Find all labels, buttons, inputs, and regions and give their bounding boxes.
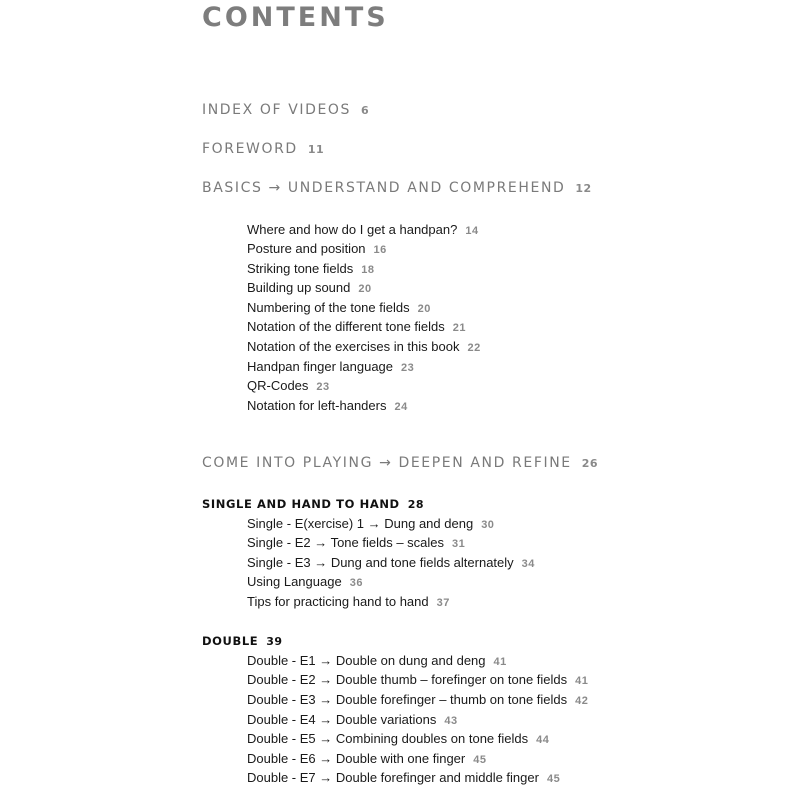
page-number: 39 bbox=[266, 635, 283, 648]
page-number: 6 bbox=[361, 104, 370, 117]
page-number: 37 bbox=[436, 597, 450, 609]
item-label: Double - E7 → Double forefinger and middle finger bbox=[247, 770, 539, 785]
toc-item[interactable] bbox=[247, 222, 479, 237]
item-label: Tips for practicing hand to hand bbox=[247, 594, 429, 609]
page-number: 14 bbox=[465, 225, 479, 237]
item-label: Notation of the exercises in this book bbox=[247, 339, 460, 354]
item-label: Posture and position bbox=[247, 241, 366, 256]
entry-label: INDEX OF VIDEOS bbox=[202, 102, 352, 118]
toc-entry-basics[interactable] bbox=[202, 180, 592, 196]
toc-item[interactable] bbox=[247, 300, 431, 315]
toc-entry-index-of-videos[interactable] bbox=[202, 102, 369, 118]
page-number: 43 bbox=[444, 715, 458, 727]
item-label: Single - E3 → Dung and tone fields alternately bbox=[247, 555, 514, 570]
page-number: 41 bbox=[575, 675, 589, 687]
toc-item[interactable] bbox=[247, 535, 465, 550]
toc-item[interactable] bbox=[247, 770, 560, 785]
toc-item[interactable] bbox=[247, 359, 414, 374]
item-label: Notation for left-handers bbox=[247, 398, 387, 413]
toc-item[interactable] bbox=[247, 555, 535, 570]
toc-entry-foreword[interactable] bbox=[202, 141, 324, 157]
contents-title: CONTENTS bbox=[202, 2, 389, 33]
toc-item[interactable] bbox=[247, 378, 330, 393]
page-number: 41 bbox=[493, 656, 507, 668]
toc-subheading-double[interactable] bbox=[202, 634, 283, 648]
item-label: Handpan finger language bbox=[247, 359, 394, 374]
page-number: 31 bbox=[452, 538, 466, 550]
toc-item[interactable] bbox=[247, 672, 588, 687]
item-label: Double - E4 → Double variations bbox=[247, 712, 437, 727]
item-label: Notation of the different tone fields bbox=[247, 319, 445, 334]
item-label: Building up sound bbox=[247, 280, 351, 295]
item-label: Using Language bbox=[247, 574, 342, 589]
page-number: 26 bbox=[581, 457, 599, 470]
toc-item[interactable] bbox=[247, 731, 549, 746]
item-label: Where and how do I get a handpan? bbox=[247, 222, 458, 237]
page-number: 28 bbox=[407, 498, 425, 511]
page-number: 18 bbox=[361, 264, 375, 276]
toc-subheading-single[interactable] bbox=[202, 497, 424, 511]
page-number: 30 bbox=[481, 519, 495, 531]
toc-item[interactable] bbox=[247, 280, 372, 295]
toc-item[interactable] bbox=[247, 319, 466, 334]
page-number: 21 bbox=[452, 322, 467, 334]
page-number: 16 bbox=[373, 244, 387, 256]
toc-item[interactable] bbox=[247, 398, 408, 413]
toc-entry-come-into-playing[interactable] bbox=[202, 455, 598, 471]
item-label: Double - E1 → Double on dung and deng bbox=[247, 653, 486, 668]
page-number: 11 bbox=[307, 143, 325, 156]
item-label: Single - E2 → Tone fields – scales bbox=[247, 535, 445, 550]
page-number: 22 bbox=[467, 342, 481, 354]
subheading-label: DOUBLE bbox=[202, 634, 259, 648]
page-number: 20 bbox=[417, 303, 431, 315]
toc-item[interactable] bbox=[247, 692, 588, 707]
toc-item[interactable] bbox=[247, 594, 450, 609]
page-number: 45 bbox=[546, 773, 561, 785]
page-number: 34 bbox=[521, 558, 535, 570]
toc-item[interactable] bbox=[247, 241, 387, 256]
page-number: 42 bbox=[575, 695, 589, 707]
entry-label: COME INTO PLAYING → DEEPEN AND REFINE bbox=[202, 455, 572, 471]
item-label: Striking tone fields bbox=[247, 261, 354, 276]
page-number: 23 bbox=[316, 381, 330, 393]
item-label: Double - E3 → Double forefinger – thumb on tone fields bbox=[247, 692, 568, 707]
toc-item[interactable] bbox=[247, 516, 494, 531]
toc-item[interactable] bbox=[247, 261, 374, 276]
page-number: 45 bbox=[473, 754, 487, 766]
toc-item[interactable] bbox=[247, 751, 486, 766]
item-label: Double - E2 → Double thumb – forefinger on tone fields bbox=[247, 672, 568, 687]
item-label: Numbering of the tone fields bbox=[247, 300, 410, 315]
item-label: Double - E5 → Combining doubles on tone fields bbox=[247, 731, 529, 746]
page-number: 23 bbox=[401, 362, 415, 374]
page-number: 44 bbox=[536, 734, 550, 746]
page-number: 20 bbox=[358, 283, 372, 295]
toc-item[interactable] bbox=[247, 712, 458, 727]
entry-label: FOREWORD bbox=[202, 141, 298, 157]
item-label: QR-Codes bbox=[247, 378, 309, 393]
page-number: 24 bbox=[394, 401, 408, 413]
page-number: 12 bbox=[575, 182, 592, 195]
toc-item[interactable] bbox=[247, 653, 507, 668]
item-label: Double - E6 → Double with one finger bbox=[247, 751, 466, 766]
toc-item[interactable] bbox=[247, 574, 363, 589]
page-number: 36 bbox=[349, 577, 363, 589]
toc-item[interactable] bbox=[247, 339, 481, 354]
item-label: Single - E(xercise) 1 → Dung and deng bbox=[247, 516, 474, 531]
entry-label: BASICS → UNDERSTAND AND COMPREHEND bbox=[202, 180, 566, 196]
subheading-label: SINGLE AND HAND TO HAND bbox=[202, 497, 400, 511]
